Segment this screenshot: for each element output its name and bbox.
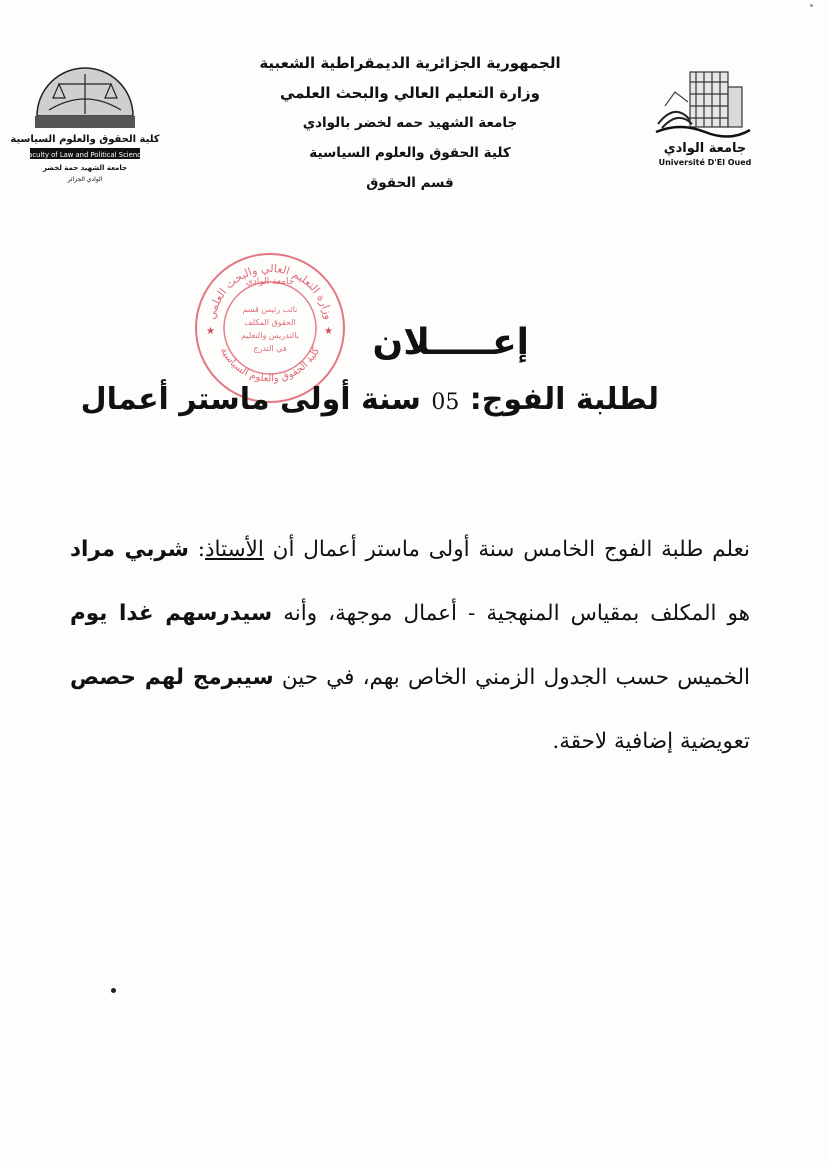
- subtitle-group-number: 05: [431, 390, 460, 415]
- header-faculty: كلية الحقوق والعلوم السياسية: [309, 145, 511, 161]
- scan-speck: [810, 4, 813, 7]
- stamp-inner-line-4: في التدرج: [253, 344, 287, 353]
- stamp-inner-line-1: نائب رئيس قسم: [242, 305, 298, 314]
- stray-dot-mark: [111, 988, 116, 993]
- stamp-outer-text: وزارة التعليم العالي والبحث العلمي: [204, 261, 336, 321]
- body-colon: :: [188, 537, 205, 562]
- stamp-star-left-icon: ★: [206, 326, 215, 337]
- header-republic: الجمهورية الجزائرية الديمقراطية الشعبية: [259, 54, 561, 72]
- body-professor-name: شربي مراد: [70, 537, 189, 562]
- body-part-3: الخميس حسب الجدول الزمني الخاص بهم، في حين: [273, 665, 750, 690]
- subtitle-suffix: سنة أولى ماستر أعمال: [80, 382, 432, 417]
- body-part-2: هو المكلف بمقياس المنهجية - أعمال موجهة، وأنه: [272, 601, 750, 626]
- university-logo-latin: Université D'El Oued: [658, 158, 752, 167]
- body-part-4: تعويضية إضافية لاحقة.: [552, 729, 750, 754]
- stamp-bottom-text: كلية الحقوق والعلوم السياسية: [217, 345, 323, 385]
- subtitle-prefix: لطلبة الفوج:: [459, 382, 659, 417]
- stamp-outer-text-2: جامعة الوادي: [245, 277, 295, 287]
- faculty-logo: [10, 58, 160, 193]
- body-professor-label: الأستاذ: [204, 537, 264, 562]
- body-part-2-bold: سيدرسهم غدا يوم: [70, 601, 273, 626]
- university-logo: [650, 62, 760, 172]
- stamp-inner-line-2: الحقوق المكلف: [244, 318, 296, 327]
- faculty-logo-sub2: الوادي الجزائر: [67, 176, 103, 183]
- header-university: جامعة الشهيد حمه لخضر بالوادي: [302, 115, 518, 131]
- faculty-logo-sub1: جامعة الشهيد حمة لخضر: [42, 164, 128, 172]
- header-department: قسم الحقوق: [366, 175, 454, 191]
- document-header: [170, 48, 650, 198]
- announcement-body: [70, 518, 750, 774]
- faculty-logo-latin: Faculty of Law and Political Science: [24, 151, 146, 159]
- stamp-star-right-icon: ★: [324, 326, 333, 337]
- university-logo-arabic: جامعة الوادي: [663, 141, 747, 156]
- body-part-1: نعلم طلبة الفوج الخامس سنة أولى ماستر أعمال أن: [263, 537, 750, 562]
- faculty-logo-arabic: كلية الحقوق والعلوم السياسية: [10, 134, 160, 145]
- announcement-title: إعـــــلان: [372, 322, 529, 363]
- stamp-inner-line-3: بالتدريس والتعليم: [241, 331, 299, 340]
- body-part-3-bold: سيبرمج لهم حصص: [70, 665, 274, 690]
- announcement-subtitle: [81, 382, 659, 417]
- header-ministry: وزارة التعليم العالي والبحث العلمي: [279, 84, 541, 102]
